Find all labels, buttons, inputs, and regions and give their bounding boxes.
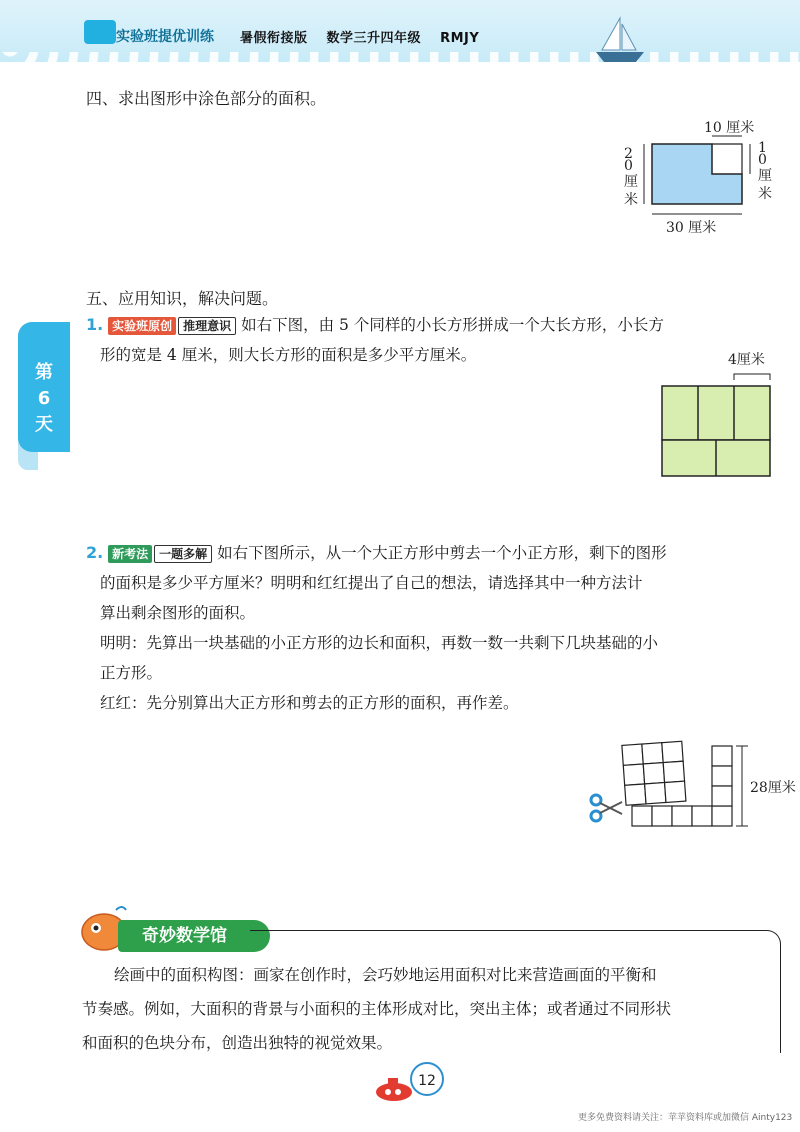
fun-line2: 节奏感。例如，大面积的背景与小面积的主体形成对比，突出主体；或者通过不同形状: [82, 1000, 672, 1018]
left-label-char-3: 厘: [624, 174, 638, 190]
section5-title: 五、应用知识，解决问题。: [86, 289, 279, 308]
notch-outline: [712, 144, 742, 174]
header-edition: 暑假衔接版: [240, 31, 308, 46]
q2-figure: [584, 738, 796, 838]
fun-line1: 绘画中的面积构图：画家在创作时，会巧妙地运用面积对比来营造画面的平衡和: [114, 966, 657, 984]
shaded-l-shape: [652, 144, 742, 204]
q1-figure: [656, 350, 776, 480]
bottom-dimension-label: 30 厘米: [666, 220, 717, 236]
q2-text-line2: 的面积是多少平方厘米？明明和红红提出了自己的想法，请选择其中一种方法计: [100, 574, 643, 592]
day-side-tab: [18, 322, 70, 452]
q2-mingming-line2: 正方形。: [100, 664, 163, 682]
q1-tag-reasoning: 推理意识: [178, 317, 236, 335]
fun-section-banner: 奇妙数学馆: [118, 920, 270, 952]
q2-number: 2.: [86, 543, 104, 562]
q2-figure-label: 28厘米: [750, 780, 796, 796]
q1-figure-label: 4厘米: [728, 352, 765, 368]
q2-text-line1: 如右下图所示，从一个大正方形中剪去一个小正方形，剩下的图形: [217, 544, 667, 562]
brand-logo-icon: [84, 20, 116, 44]
right-label-char-1: 1: [758, 140, 767, 156]
q2-block: [86, 538, 786, 718]
header-publisher: RMJY: [440, 31, 480, 46]
q2-text-line3: 算出剩余图形的面积。: [100, 604, 256, 622]
left-label-char-1: 2: [624, 146, 633, 162]
right-label-char-3: 厘: [758, 168, 772, 184]
width-bracket: [734, 374, 770, 380]
footer-note: 更多免费资料请关注：苹苹资料库或加微信 Ainty123: [578, 1113, 793, 1123]
left-label-char-2: 0: [624, 158, 633, 174]
side-tab-line1: 第: [35, 362, 53, 383]
right-label-char-2: 0: [758, 152, 767, 168]
q2-mingming-line1: 明明：先算出一块基础的小正方形的边长和面积，再数一数一共剩下几块基础的小: [100, 634, 659, 652]
top-dimension-label: 10 厘米: [704, 120, 755, 136]
q2-tag-multi: 一题多解: [154, 545, 212, 563]
q1-text-line2: 形的宽是 4 厘米，则大长方形的面积是多少平方厘米。: [100, 346, 477, 364]
left-label-char-4: 米: [624, 192, 638, 208]
q2-honghong: 红红：先分别算出大正方形和剪去的正方形的面积，再作差。: [100, 694, 519, 712]
header-wave: [0, 52, 800, 66]
right-label-char-4: 米: [758, 186, 772, 202]
fun-line3: 和面积的色块分布，创造出独特的视觉效果。: [82, 1034, 393, 1052]
q1-number: 1.: [86, 315, 104, 334]
header-subject: 数学三升四年级: [326, 31, 422, 46]
q2-tag-new: 新考法: [108, 545, 152, 563]
header-info: [240, 27, 493, 46]
sailboat-icon: [590, 16, 650, 66]
scissors-icon: [591, 795, 622, 821]
side-tab-line3: 天: [35, 414, 53, 435]
fun-section-text: [82, 958, 782, 1060]
side-tab-line2: 6: [37, 388, 51, 409]
q1-tag-original: 实验班原创: [108, 317, 176, 335]
section4-title: 四、求出图形中涂色部分的面积。: [86, 89, 327, 108]
q1-text-line1: 如右下图，由 5 个同样的小长方形拼成一个大长方形，小长方: [241, 316, 664, 334]
page-number: 12: [410, 1062, 444, 1096]
top-row-rects: [662, 386, 770, 440]
header-brand: 实验班提优训练: [116, 29, 214, 45]
cut-square: [622, 741, 686, 805]
section4-figure: [612, 116, 782, 246]
